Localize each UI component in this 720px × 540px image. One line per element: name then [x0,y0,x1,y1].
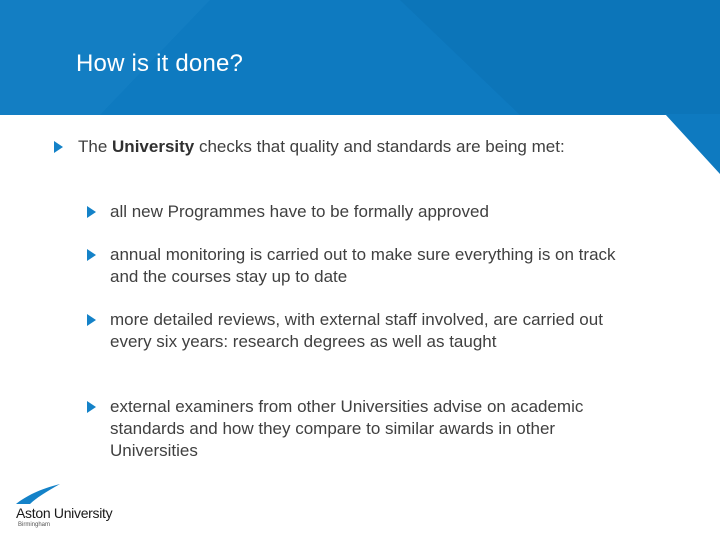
header-band [0,0,720,115]
intro-prefix: The [78,137,113,156]
intro-bullet [54,136,634,158]
intro-emphasis: University [112,137,195,156]
bullet-icon [54,141,63,153]
sub-bullet [87,396,640,462]
intro-suffix: checks that quality and standards are being met: [194,137,565,156]
bullet-icon [87,249,96,261]
logo-name: Aston University [16,505,113,521]
bullet-icon [87,401,96,413]
bullet-icon [87,314,96,326]
logo-city: Birmingham [18,522,51,528]
sub-bullet [87,201,640,223]
sub-bullet-text: all new Programmes have to be formally approved [110,202,489,221]
sub-bullet-text: external examiners from other Universities advise on academic standards and how they compare to similar awards in other Universities [110,397,584,460]
sub-bullet-text: more detailed reviews, with external staff involved, are carried out every six years: research degrees as well as taught [110,310,603,351]
sub-bullet [87,244,640,288]
bullet-icon [87,206,96,218]
intro-text [78,136,634,158]
slide-title: How is it done? [76,50,244,77]
aston-swoosh-icon [16,484,60,504]
sub-bullet-text: annual monitoring is carried out to make sure everything is on track and the courses stay up to date [110,245,616,286]
corner-fold-decoration [665,114,720,174]
sub-bullet [87,309,640,353]
aston-university-logo [14,484,134,530]
